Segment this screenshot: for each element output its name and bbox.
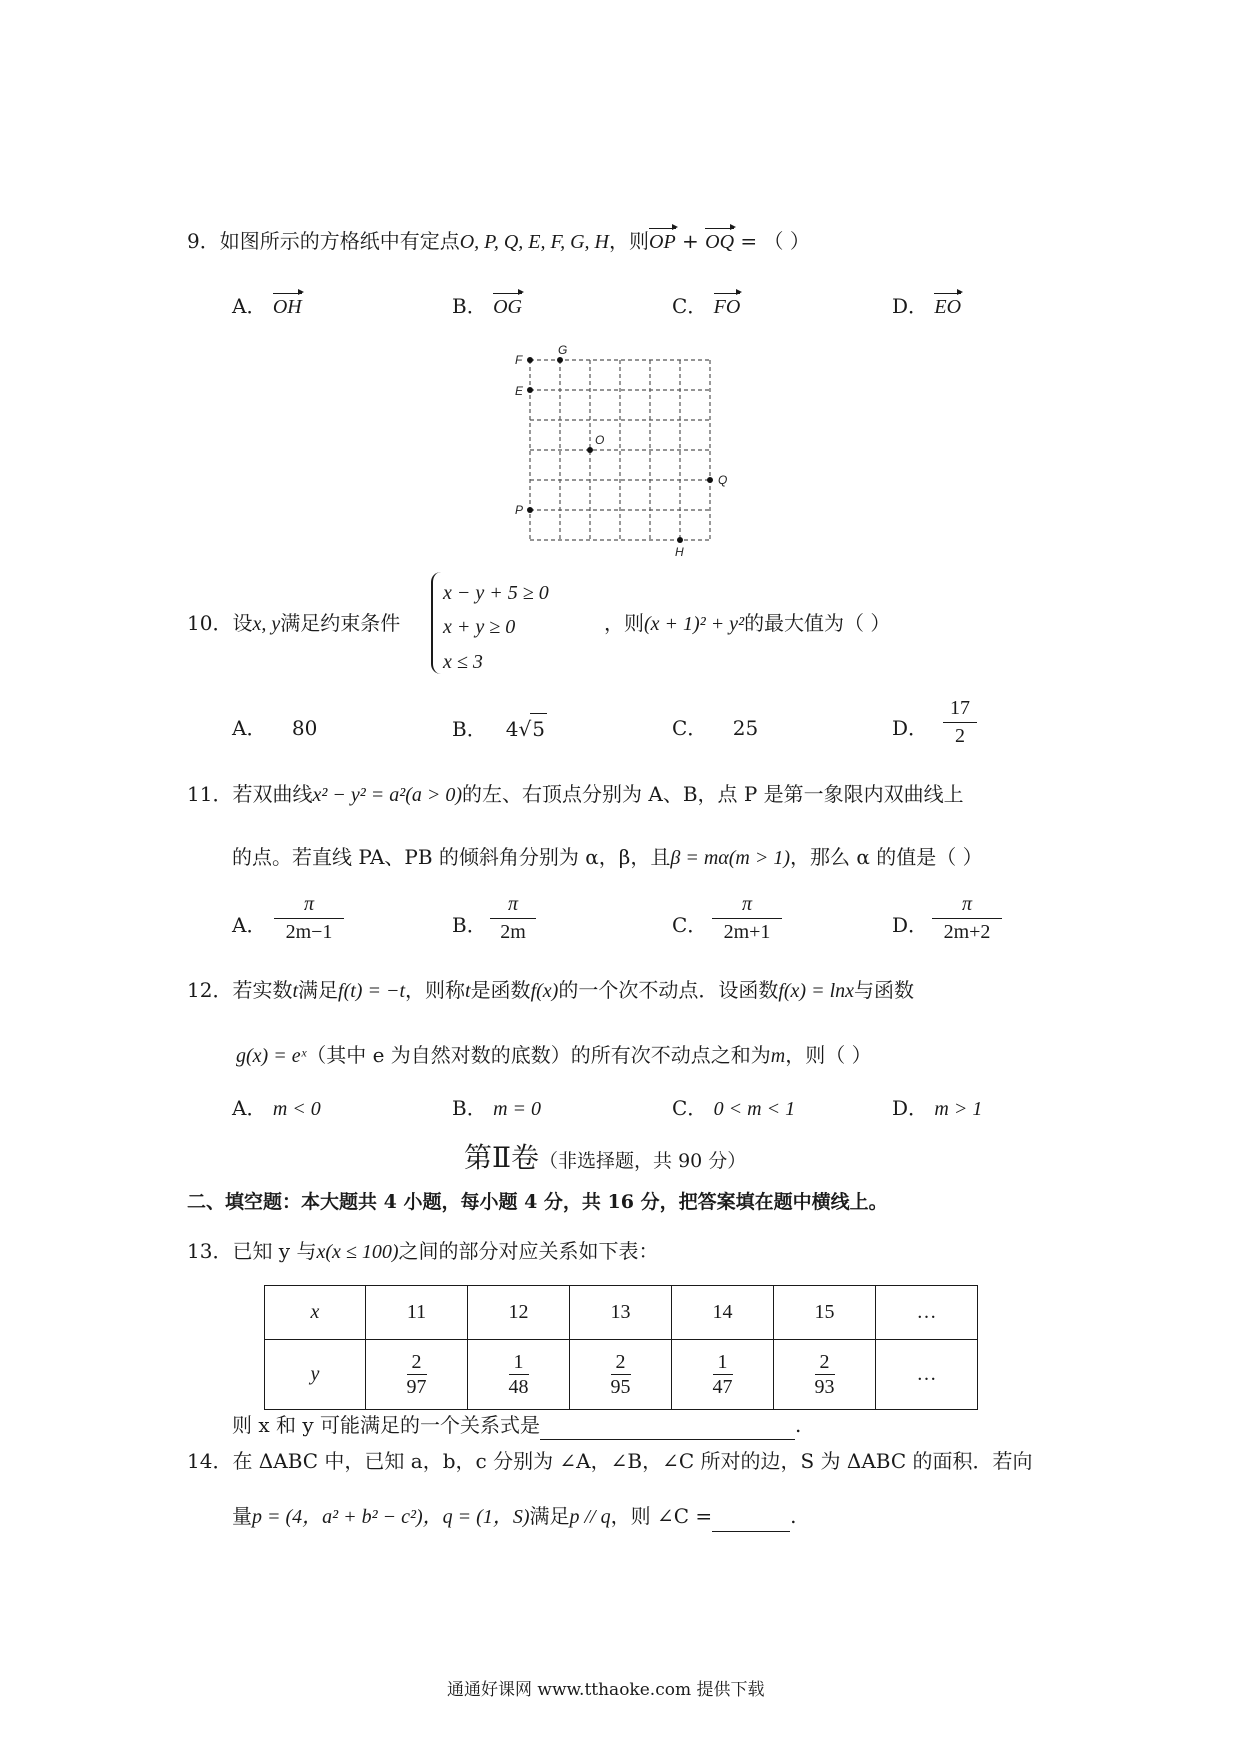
q10-stem-left xyxy=(187,608,400,639)
q10-option-c xyxy=(672,713,758,743)
q13-table xyxy=(264,1285,978,1410)
q10-option-b-radicand: 5 xyxy=(530,713,547,744)
point-p xyxy=(527,507,533,513)
q11-line1-eq: x² − y² = a²(a > 0) xyxy=(312,784,463,806)
q10-option-d-num: 17 xyxy=(950,697,970,719)
q12-gdef: g(x) = eˣ xyxy=(236,1045,307,1067)
q12-option-b-letter: B． xyxy=(452,1096,487,1120)
q10-vars: x, y xyxy=(252,613,281,635)
q9-vec-op: OP xyxy=(649,227,676,257)
q14-line-1 xyxy=(187,1446,1033,1476)
q12-m: m xyxy=(770,1045,786,1067)
fraction-bar xyxy=(490,918,536,919)
q11-option-c-fraction xyxy=(712,893,782,944)
fraction-bar xyxy=(274,918,344,919)
q10-expr: (x + 1)² + y² xyxy=(644,613,745,635)
q12-fx: f(x) xyxy=(530,980,559,1002)
q12-line-1 xyxy=(187,975,914,1006)
q10-option-a xyxy=(232,713,317,743)
q10-stem-right xyxy=(604,608,890,639)
q11-option-c-letter: C． xyxy=(672,913,708,937)
table-cell-x-label: x xyxy=(265,1286,366,1340)
q10-option-b-coef: 4 xyxy=(505,717,519,741)
q14-answer-blank[interactable] xyxy=(712,1509,790,1532)
point-e xyxy=(527,387,533,393)
q12-option-a-text: m < 0 xyxy=(272,1098,321,1120)
q11-option-b-fraction xyxy=(490,893,536,944)
q11-option-a-letter: A． xyxy=(232,913,267,937)
y-den: 48 xyxy=(508,1376,529,1398)
q11-line1-b: 的左、右顶点分别为 A、B，点 P 是第一象限内双曲线上 xyxy=(462,782,964,806)
q11-number: 11． xyxy=(187,782,233,806)
q11-option-b-den: 2m xyxy=(500,921,526,943)
q11-line2-eq: β = mα(m > 1) xyxy=(670,847,791,869)
point-o xyxy=(587,447,593,453)
part2-subtitle: （非选择题，共 90 分） xyxy=(539,1150,747,1172)
q10-option-a-letter: A． xyxy=(232,716,267,740)
q14-number: 14． xyxy=(187,1449,233,1473)
q14-tail: . xyxy=(790,1504,797,1528)
q12-t-2: t xyxy=(465,980,471,1002)
section2-heading: 二、填空题：本大题共 4 小题，每小题 4 分，共 16 分，把答案填在题中横线上。 xyxy=(187,1191,888,1213)
q14-line2-c: ，则 ∠C = xyxy=(610,1504,713,1528)
label-e: E xyxy=(515,384,524,398)
q9-number: 9． xyxy=(187,229,220,253)
q11-option-d-fraction xyxy=(932,893,1002,944)
page-footer[interactable]: 通通好课网 www.tthaoke.com 提供下载 xyxy=(447,1680,765,1700)
table-cell xyxy=(468,1340,570,1410)
q11-line-1 xyxy=(187,779,964,810)
q12-line2-a: （其中 e 为自然对数的底数）的所有次不动点之和为 xyxy=(306,1043,771,1067)
y-num: 1 xyxy=(717,1351,728,1373)
table-cell: 11 xyxy=(366,1286,468,1340)
q12-line1-d: 是函数 xyxy=(470,978,531,1002)
q12-line1-f: 与函数 xyxy=(854,978,915,1002)
q12-option-b-text: m = 0 xyxy=(493,1098,542,1120)
q12-line1-b: 满足 xyxy=(298,978,339,1002)
q11-line2-b: ，那么 α 的值是（ ） xyxy=(790,845,983,869)
table-row xyxy=(265,1286,978,1340)
q10-constraint-3: x ≤ 3 xyxy=(443,651,483,673)
q10-stem-b: 满足约束条件 xyxy=(280,611,401,635)
q11-line2-a: 的点。若直线 PA、PB 的倾斜角分别为 α，β，且 xyxy=(232,845,671,869)
table-cell: … xyxy=(876,1286,978,1340)
q13-tail-b: . xyxy=(795,1413,802,1437)
y-den: 93 xyxy=(814,1376,835,1398)
q9-option-a xyxy=(232,291,302,322)
point-q xyxy=(707,477,713,483)
table-cell-y-label: y xyxy=(265,1340,366,1410)
q9-vec-oq: OQ xyxy=(705,227,734,257)
q14-p: p = (4，a² + b² − c²)，q = (1，S) xyxy=(252,1506,530,1528)
fraction-bar xyxy=(932,918,1002,919)
q12-option-a-letter: A． xyxy=(232,1096,267,1120)
q12-option-d-text: m > 1 xyxy=(934,1098,983,1120)
q11-option-c-den: 2m+1 xyxy=(723,921,771,943)
q13-number: 13． xyxy=(187,1239,233,1263)
table-cell: 13 xyxy=(570,1286,672,1340)
q9-grid-figure xyxy=(505,342,728,562)
q12-ft: f(t) = −t xyxy=(338,980,405,1002)
q9-option-a-vec: OH xyxy=(273,292,302,322)
q12-line1-e: 的一个次不动点．设函数 xyxy=(558,978,779,1002)
q11-option-d-den: 2m+2 xyxy=(943,921,991,943)
q9-stem-prefix: 如图所示的方格纸中有定点 xyxy=(219,229,460,253)
label-f: F xyxy=(515,353,523,367)
q12-option-c-text: 0 < m < 1 xyxy=(713,1098,796,1120)
table-row xyxy=(265,1340,978,1410)
q11-line-2 xyxy=(232,842,983,873)
part2-title: 第Ⅱ卷 xyxy=(464,1141,540,1174)
q12-line1-c: ，则称 xyxy=(405,978,465,1002)
q10-option-d-letter: D． xyxy=(892,716,929,740)
q9-option-b-vec: OG xyxy=(493,292,522,322)
q9-plus: + xyxy=(675,229,706,253)
y-num: 2 xyxy=(615,1351,626,1373)
q9-option-c-vec: FO xyxy=(714,292,741,322)
q13-tail-a: 则 x 和 y 可能满足的一个关系式是 xyxy=(232,1413,541,1437)
table-cell xyxy=(366,1340,468,1410)
table-cell xyxy=(774,1340,876,1410)
label-q: Q xyxy=(718,473,728,487)
q12-option-b xyxy=(452,1093,541,1124)
label-g: G xyxy=(558,343,568,357)
label-o: O xyxy=(595,433,605,447)
table-cell: 15 xyxy=(774,1286,876,1340)
q10-option-d-den: 2 xyxy=(955,725,965,747)
point-h xyxy=(677,537,683,543)
q10-constraint-1: x − y + 5 ≥ 0 xyxy=(443,582,549,604)
q12-option-d xyxy=(892,1093,982,1124)
q12-fdef: f(x) = lnx xyxy=(778,980,855,1002)
q9-stem-mid: ，则 xyxy=(609,229,650,253)
q10-stem-d: 的最大值为（ ） xyxy=(744,611,891,635)
q10-option-b-letter: B． xyxy=(452,717,487,741)
q10-number: 10． xyxy=(187,611,233,635)
q12-line-2 xyxy=(236,1040,872,1071)
q11-option-a-num: π xyxy=(303,893,315,915)
q13-tail xyxy=(232,1410,801,1440)
y-num: 2 xyxy=(411,1351,422,1373)
y-den: 95 xyxy=(610,1376,631,1398)
y-num: 1 xyxy=(513,1351,524,1373)
q10-option-c-value: 25 xyxy=(732,716,759,740)
table-cell: 14 xyxy=(672,1286,774,1340)
q12-line2-b: ，则（ ） xyxy=(785,1043,872,1067)
point-g xyxy=(557,357,563,363)
q9-option-a-letter: A． xyxy=(232,294,267,318)
q13-stem xyxy=(187,1236,659,1267)
q14-line2-a: 量 xyxy=(232,1504,252,1528)
y-den: 47 xyxy=(712,1376,733,1398)
q13-answer-blank[interactable] xyxy=(540,1417,795,1440)
q9-option-d xyxy=(892,291,961,322)
label-h: H xyxy=(675,545,684,559)
q13-stem-b: 之间的部分对应关系如下表： xyxy=(398,1239,659,1263)
q10-stem-c: ，则 xyxy=(604,611,644,635)
q10-constraint-2: x + y ≥ 0 xyxy=(443,616,516,638)
q11-option-b-num: π xyxy=(507,893,519,915)
table-cell xyxy=(570,1340,672,1410)
q12-number: 12． xyxy=(187,978,233,1002)
q9-option-b-letter: B． xyxy=(452,294,487,318)
q11-line1-a: 若双曲线 xyxy=(232,782,313,806)
y-num: 2 xyxy=(819,1351,830,1373)
q11-option-b-letter: B． xyxy=(452,913,487,937)
q10-option-a-value: 80 xyxy=(291,716,318,740)
q9-option-c xyxy=(672,291,740,322)
q11-option-a-fraction xyxy=(274,893,344,944)
q13-stem-a: 已知 y 与 xyxy=(232,1239,317,1263)
q10-stem-a: 设 xyxy=(232,611,253,635)
q9-option-d-vec: EO xyxy=(934,292,961,322)
q9-stem-suffix: = （ ） xyxy=(734,229,810,253)
label-p: P xyxy=(515,503,524,517)
q10-option-d-fraction xyxy=(943,697,977,748)
q11-option-a-den: 2m−1 xyxy=(285,921,333,943)
q10-option-b: B． 4√5 xyxy=(452,713,547,744)
q11-option-c-num: π xyxy=(741,893,753,915)
q9-option-b xyxy=(452,291,522,322)
q10-option-c-letter: C． xyxy=(672,716,708,740)
y-den: 97 xyxy=(406,1376,427,1398)
fraction-bar xyxy=(712,918,782,919)
q13-cond: x(x ≤ 100) xyxy=(316,1241,399,1263)
q12-t: t xyxy=(292,980,299,1002)
q14-par: p // q xyxy=(569,1506,611,1528)
q14-line1-a: 在 ΔABC 中，已知 a，b，c 分别为 ∠A，∠B，∠C 所对的边，S 为 ΔABC 的面积．若向 xyxy=(232,1449,1033,1473)
table-cell: … xyxy=(876,1340,978,1410)
part2-heading xyxy=(464,1136,746,1176)
q9-stem xyxy=(187,226,810,257)
q12-option-c xyxy=(672,1093,795,1124)
q14-line2-b: 满足 xyxy=(529,1504,570,1528)
q12-option-d-letter: D． xyxy=(892,1096,929,1120)
table-cell xyxy=(672,1340,774,1410)
fraction-bar xyxy=(943,722,977,723)
q14-line-2 xyxy=(232,1501,797,1532)
q12-option-a xyxy=(232,1093,321,1124)
q9-option-d-letter: D． xyxy=(892,294,929,318)
q12-option-c-letter: C． xyxy=(672,1096,708,1120)
q9-option-c-letter: C． xyxy=(672,294,708,318)
table-cell: 12 xyxy=(468,1286,570,1340)
point-f xyxy=(527,357,533,363)
q11-option-d-letter: D． xyxy=(892,913,929,937)
q9-points: O, P, Q, E, F, G, H xyxy=(459,231,610,253)
q12-line1-a: 若实数 xyxy=(232,978,293,1002)
q11-option-d-num: π xyxy=(961,893,973,915)
